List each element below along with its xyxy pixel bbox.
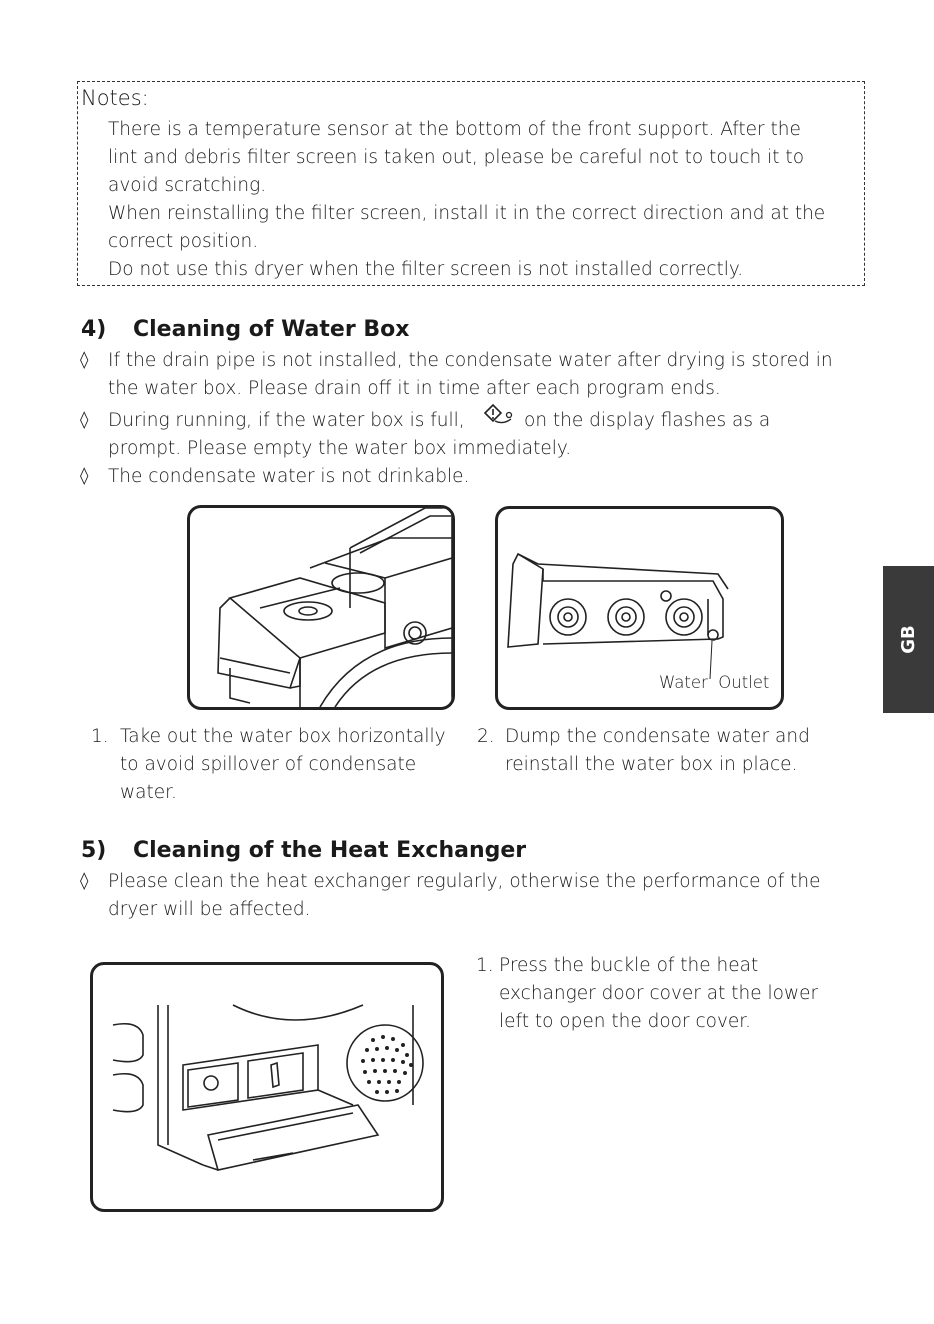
bullet-text: During running, if the water box is full,	[108, 410, 465, 431]
step-text: Press the buckle of the heat	[499, 955, 759, 976]
bullet-diamond: ◊	[80, 466, 89, 486]
bullet-diamond: ◊	[80, 410, 89, 430]
note-line: When reinstalling the filter screen, install it in the correct direction and at the	[108, 203, 826, 224]
step-text: reinstall the water box in place.	[505, 754, 798, 775]
section-5-title: Cleaning of the Heat Exchanger	[133, 838, 527, 863]
bullet-text: prompt. Please empty the water box immediately.	[108, 438, 572, 459]
note-line: Do not use this dryer when the filter screen is not installed correctly.	[108, 259, 744, 280]
water-box-full-icon	[481, 403, 517, 427]
step-text: Dump the condensate water and	[505, 726, 810, 747]
bullet-text: Please clean the heat exchanger regularly, otherwise the performance of the	[108, 871, 821, 892]
section-4-title: Cleaning of Water Box	[133, 317, 410, 342]
step-number: 1.	[91, 726, 109, 747]
bullet-text: dryer will be affected.	[108, 899, 311, 920]
step-text: to avoid spillover of condensate	[120, 754, 417, 775]
figure-remove-water-box	[187, 505, 455, 710]
water-outlet-label: Water Outlet	[659, 673, 770, 692]
language-side-tab	[883, 566, 934, 713]
section-4-number: 4)	[81, 317, 107, 342]
step-text: left to open the door cover.	[499, 1011, 752, 1032]
step-text: water.	[120, 782, 177, 803]
note-line: avoid scratching.	[108, 175, 267, 196]
note-line: correct position.	[108, 231, 259, 252]
bullet-diamond: ◊	[80, 350, 89, 370]
note-line: There is a temperature sensor at the bottom of the front support. After the	[108, 119, 801, 140]
step-text: exchanger door cover at the lower	[499, 983, 819, 1004]
heat-exchanger-illustration	[93, 965, 441, 1209]
dryer-water-box-illustration	[190, 508, 452, 707]
notes-title: Notes:	[81, 86, 149, 110]
bullet-text: the water box. Please drain off it in time after each program ends.	[108, 378, 721, 399]
step-number: 2.	[477, 726, 495, 747]
note-line: lint and debris filter screen is taken out, please be careful not to touch it to	[108, 147, 805, 168]
bullet-text: on the display flashes as a	[524, 410, 771, 431]
bullet-text: The condensate water is not drinkable.	[108, 466, 470, 487]
section-5-number: 5)	[81, 838, 107, 863]
vent-dots	[361, 1035, 413, 1094]
step-text: Take out the water box horizontally	[120, 726, 446, 747]
figure-heat-exchanger	[90, 962, 444, 1212]
bullet-diamond: ◊	[80, 871, 89, 891]
language-tab-label: GB	[898, 625, 919, 654]
step-number: 1.	[476, 955, 494, 976]
bullet-text: If the drain pipe is not installed, the condensate water after drying is stored in	[108, 350, 833, 371]
figure-water-outlet	[495, 506, 784, 710]
